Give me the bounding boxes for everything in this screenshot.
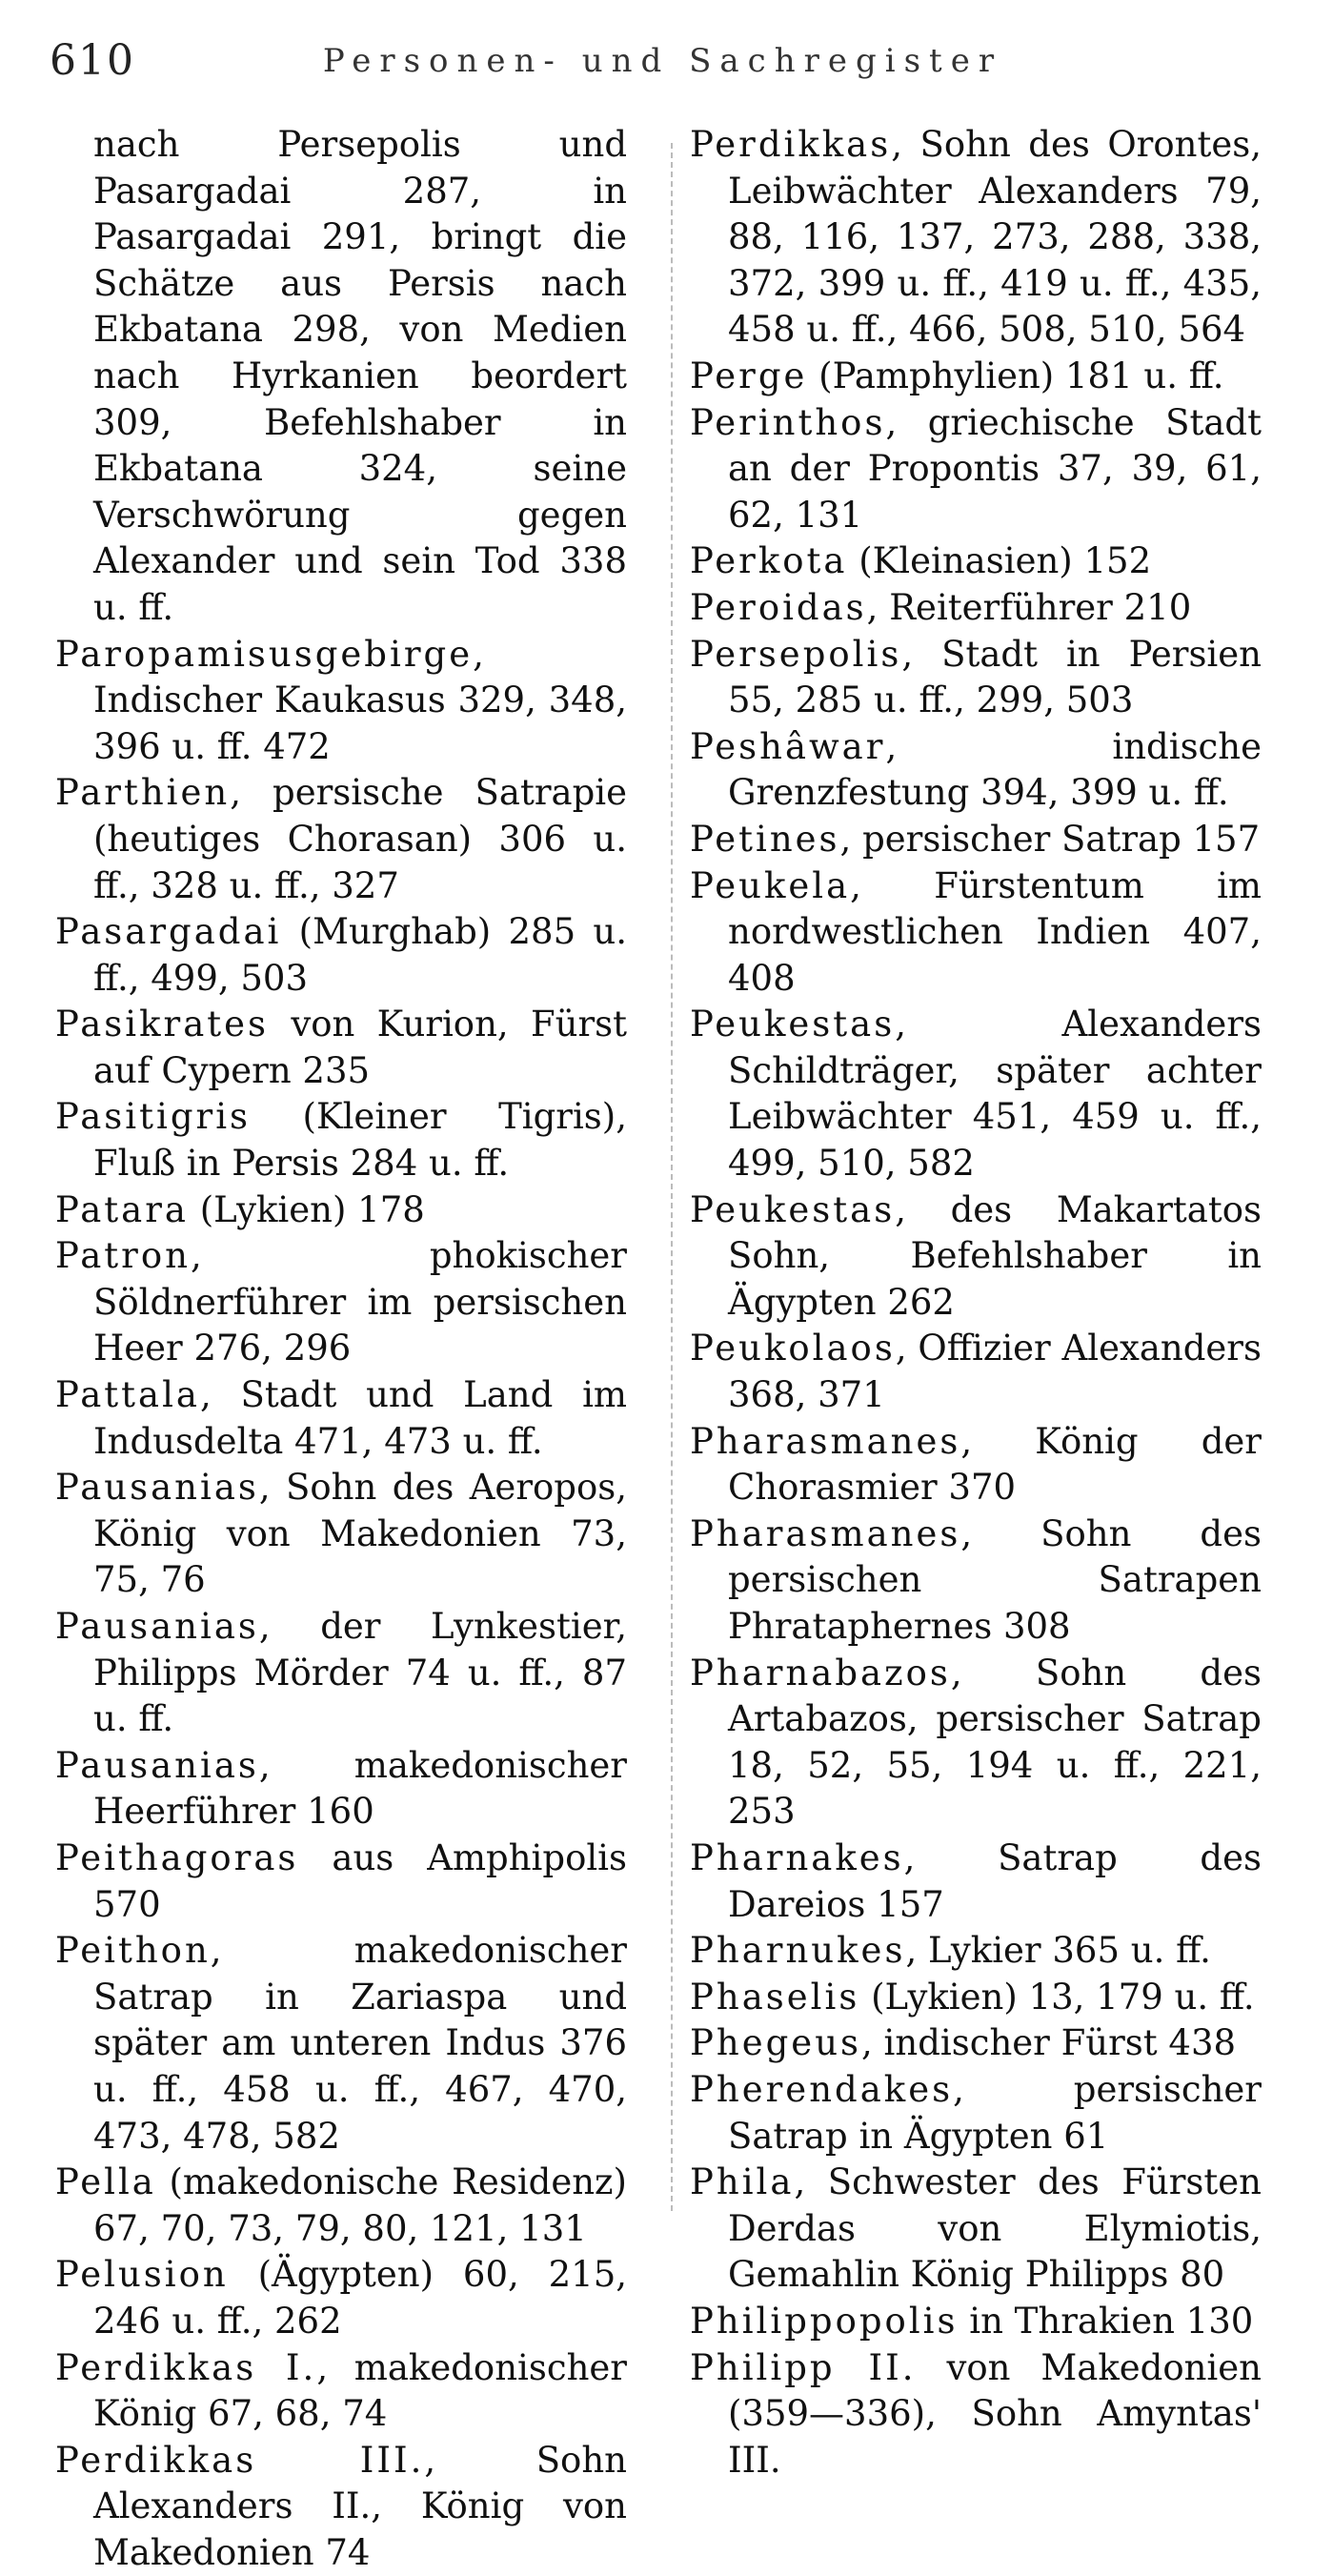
left-entry-list: [55, 632, 627, 2576]
entry-headword: Philipp II.: [690, 2346, 917, 2388]
entry-text: , Alexanders Schildträger, später achter Leibwächter 451, 459 u. ff., 499, 510, 582: [728, 1004, 1262, 1185]
index-entry: [690, 724, 1262, 817]
entry-text: aus Amphipolis 570: [93, 1836, 627, 1925]
entry-text: , indischer Fürst 438: [861, 2022, 1237, 2064]
entry-text: , des Makartatos Sohn, Befehlshaber in Ägypten 262: [728, 1188, 1262, 1323]
continued-entry: nach Persepolis und Pasargadai 287, in Pasargadai 291, bringt die Schätze aus Persis nach Ekbatana 298, von Medien nach Hyrkanien beordert 309, Befehlshaber in Ekbatana 324, seine Verschwörung gegen Alexander und sein Tod 338 u. ff.: [93, 124, 627, 628]
column-divider: [671, 143, 673, 2211]
entry-text: , Stadt in Persien 55, 285 u. ff., 299, 503: [728, 633, 1262, 721]
entry-text: , Lykier 365 u. ff.: [905, 1930, 1211, 1972]
entry-headword: Patara: [55, 1188, 189, 1230]
entry-headword: Phila: [690, 2161, 795, 2203]
entry-headword: Pella: [55, 2161, 156, 2203]
page-number: 610: [50, 36, 135, 85]
entry-text: (Kleiner Tigris), Fluß in Persis 284 u. ff.: [93, 1096, 627, 1185]
entry-headword: Peukestas: [690, 1004, 896, 1045]
entry-headword: Pharnukes: [690, 1930, 906, 1972]
index-entry: [55, 1465, 627, 1604]
entry-text: , persische Satrapie (heutiges Chorasan) 306 u. ff., 328 u. ff., 327: [93, 772, 627, 906]
index-entry: [690, 1511, 1262, 1651]
index-entry: [690, 1187, 1262, 1327]
entry-headword: Pasitigris: [55, 1096, 252, 1138]
index-entry: [690, 1651, 1262, 1836]
entry-text: (makedonische Residenz) 67, 70, 73, 79, 80, 121, 131: [93, 2161, 627, 2249]
entry-text: , Sohn des Aeropos, König von Makedonien 73, 75, 76: [93, 1467, 627, 1601]
entry-text: (Lykien) 178: [188, 1188, 425, 1230]
index-entry: [690, 2345, 1262, 2485]
index-entry: [690, 1928, 1262, 1975]
entry-headword: Patron: [55, 1235, 191, 1277]
entry-headword: Perdikkas III.: [55, 2439, 425, 2481]
index-entry: [55, 1094, 627, 1187]
index-entry: [55, 1743, 627, 1836]
entry-headword: Peshâwar: [690, 725, 886, 767]
entry-headword: Pelusion: [55, 2254, 229, 2296]
index-entry: [690, 122, 1262, 354]
entry-headword: Phaselis: [690, 1976, 860, 2018]
index-entry: [55, 1928, 627, 2160]
entry-text: , griechische Stadt an der Propontis 37, 39, 61, 62, 131: [728, 401, 1262, 536]
entry-text: (Pamphylien) 181 u. ff.: [807, 355, 1224, 396]
entry-headword: Pharnakes: [690, 1836, 904, 1878]
index-entry: [690, 863, 1262, 1003]
entry-text: , persischer Satrap 157: [839, 818, 1261, 860]
entry-headword: Pharasmanes: [690, 1512, 961, 1554]
right-entry-list: [690, 122, 1262, 2484]
entry-headword: Perkota: [690, 540, 848, 582]
entry-headword: Peukela: [690, 864, 851, 906]
index-entry: [690, 585, 1262, 632]
index-entry: [690, 1002, 1262, 1187]
index-entry: [55, 2252, 627, 2344]
entry-text: , Stadt und Land im Indusdelta 471, 473 u. ff.: [93, 1374, 627, 1462]
page-header: [50, 36, 1276, 93]
entry-headword: Pausanias: [55, 1744, 259, 1786]
entry-headword: Peroidas: [690, 586, 867, 628]
entry-text: , makedonischer Heerführer 160: [93, 1744, 627, 1833]
index-entry: [690, 817, 1262, 863]
index-entry: [690, 1419, 1262, 1511]
entry-headword: Pasikrates: [55, 1004, 270, 1045]
entry-text: , phokischer Söldnerführer im persischen Heer 276, 296: [93, 1235, 627, 1369]
entry-text: , Sohn des persischen Satrapen Phrataphernes 308: [728, 1512, 1262, 1647]
index-entry: [55, 1233, 627, 1372]
index-entry: [55, 2438, 627, 2576]
entry-text: , Offizier Alexanders 368, 371: [728, 1328, 1262, 1416]
index-entry: [690, 632, 1262, 724]
entry-text: , makedonischer Satrap in Zariaspa und später am unteren Indus 376 u. ff., 458 u. ff., 467, 470, 473, 478, 582: [93, 1930, 627, 2157]
entry-headword: Phegeus: [690, 2022, 862, 2064]
entry-text: , Reiterführer 210: [866, 586, 1192, 628]
index-entry: [690, 1326, 1262, 1418]
entry-headword: Pharasmanes: [690, 1420, 961, 1462]
entry-text: (Murghab) 285 u. ff., 499, 503: [93, 911, 627, 999]
index-entry: [55, 1836, 627, 1928]
entry-text: (Kleinasien) 152: [847, 540, 1152, 582]
entry-headword: Peithagoras: [55, 1836, 299, 1878]
index-entry: [55, 2345, 627, 2438]
entry-text: , Fürstentum im nordwestlichen Indien 407, 408: [728, 864, 1262, 999]
entry-headword: Perinthos: [690, 401, 886, 443]
index-entry: [55, 770, 627, 909]
index-entry: [690, 1836, 1262, 1928]
index-entry: [690, 538, 1262, 585]
entry-headword: Pausanias: [55, 1467, 259, 1509]
index-entry: [690, 1975, 1262, 2021]
left-column: [55, 122, 627, 2576]
entry-headword: Peukestas: [690, 1188, 896, 1230]
entry-headword: Perge: [690, 355, 808, 396]
entry-headword: Parthien: [55, 772, 231, 814]
entry-headword: Pausanias: [55, 1606, 259, 1647]
index-entry: [55, 632, 627, 771]
entry-text: , Satrap des Dareios 157: [728, 1836, 1262, 1925]
index-entry: [690, 2160, 1262, 2299]
entry-headword: Peukolaos: [690, 1328, 896, 1369]
index-entry: [55, 1002, 627, 1094]
index-entry: [55, 909, 627, 1002]
entry-headword: Perdikkas: [690, 124, 892, 165]
running-head: Personen- und Sachregister: [322, 42, 1003, 80]
entry-text: , König der Chorasmier 370: [728, 1420, 1262, 1509]
index-entry: [690, 2020, 1262, 2067]
entry-headword: Pharnabazos: [690, 1652, 951, 1694]
index-entry: [690, 2067, 1262, 2160]
entry-text: von Makedonien (359—336), Sohn Amyntas' III.: [728, 2346, 1262, 2481]
entry-text: , Sohn Alexanders II., König von Makedonien 74: [93, 2439, 627, 2573]
entry-text: , indische Grenzfestung 394, 399 u. ff.: [728, 725, 1262, 814]
entry-text: , persischer Satrap in Ägypten 61: [728, 2068, 1262, 2157]
entry-text: , der Lynkestier, Philipps Mörder 74 u. ff., 87 u. ff.: [93, 1606, 627, 1740]
entry-text: , makedonischer König 67, 68, 74: [93, 2346, 627, 2435]
entry-headword: Peithon: [55, 1930, 211, 1972]
entry-text: von Kurion, Fürst auf Cypern 235: [93, 1004, 627, 1091]
entry-headword: Pasargadai: [55, 911, 282, 953]
index-entry: [55, 1372, 627, 1465]
index-entry: [55, 2160, 627, 2252]
entry-headword: Perdikkas I.: [55, 2346, 317, 2388]
entry-headword: Petines: [690, 818, 840, 860]
entry-headword: Philippopolis: [690, 2300, 959, 2342]
entry-headword: Pattala: [55, 1374, 200, 1416]
entry-text: , Schwester des Fürsten Derdas von Elymiotis, Gemahlin König Philipps 80: [728, 2161, 1262, 2296]
entry-text: (Ägypten) 60, 215, 246 u. ff., 262: [93, 2254, 627, 2342]
right-column: [690, 122, 1262, 2484]
entry-headword: Persepolis: [690, 633, 902, 675]
entry-text: (Lykien) 13, 179 u. ff.: [859, 1976, 1255, 2018]
index-entry: [55, 1604, 627, 1743]
entry-text: , Indischer Kaukasus 329, 348, 396 u. ff. 472: [93, 633, 627, 767]
index-entry: [690, 400, 1262, 539]
index-entry: [690, 2299, 1262, 2345]
index-entry: [55, 1187, 627, 1234]
index-entry: [690, 354, 1262, 400]
entry-headword: Pherendakes: [690, 2068, 954, 2110]
entry-text: in Thrakien 130: [958, 2300, 1254, 2342]
entry-text: , Sohn des Orontes, Leibwächter Alexanders 79, 88, 116, 137, 273, 288, 338, 372, 399 u. ff., 419 u. ff., 435, 458 u. ff., 466, 508, 510, 564: [728, 124, 1262, 351]
entry-text: , Sohn des Artabazos, persischer Satrap 18, 52, 55, 194 u. ff., 221, 253: [728, 1652, 1262, 1833]
entry-headword: Paropamisusgebirge: [55, 633, 474, 675]
